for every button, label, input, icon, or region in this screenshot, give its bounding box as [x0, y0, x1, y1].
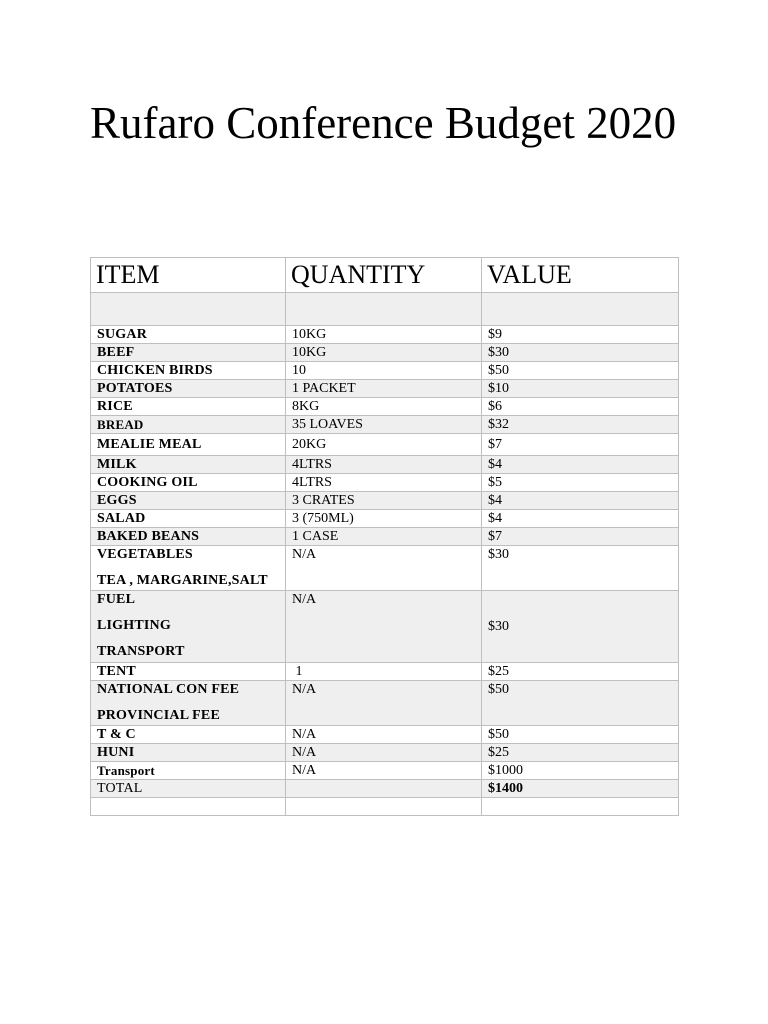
- value-cell: $30: [482, 546, 679, 591]
- table-row: [91, 528, 679, 546]
- item-cell: SUGAR: [91, 326, 286, 344]
- item-line: NATIONAL CON FEE: [97, 682, 240, 697]
- header-quantity: QUANTITY: [286, 258, 482, 293]
- quantity-cell: 10KG: [286, 326, 482, 344]
- quantity-cell: 10KG: [286, 344, 482, 362]
- table-row: [91, 681, 679, 726]
- header-item: ITEM: [91, 258, 286, 293]
- value-cell: $4: [482, 492, 679, 510]
- value-cell: $32: [482, 416, 679, 434]
- value-cell: $10: [482, 380, 679, 398]
- value-cell: $50: [482, 362, 679, 380]
- quantity-cell: 1 CASE: [286, 528, 482, 546]
- item-line: LIGHTING: [97, 618, 171, 633]
- table-row: [91, 591, 679, 663]
- table-row: [91, 456, 679, 474]
- table-row: [91, 326, 679, 344]
- quantity-cell: N/A: [286, 546, 482, 591]
- table-row: [91, 362, 679, 380]
- quantity-cell: 20KG: [286, 434, 482, 456]
- quantity-cell: N/A: [286, 744, 482, 762]
- item-cell: [91, 798, 286, 816]
- value-cell: $50: [482, 726, 679, 744]
- value-cell: $1000: [482, 762, 679, 780]
- item-cell: Transport: [91, 762, 286, 780]
- item-cell: COOKING OIL: [91, 474, 286, 492]
- item-cell: POTATOES: [91, 380, 286, 398]
- item-line: PROVINCIAL FEE: [97, 708, 220, 723]
- quantity-cell: 1: [286, 663, 482, 681]
- document-title: Rufaro Conference Budget 2020: [90, 98, 677, 148]
- quantity-cell: N/A: [286, 591, 482, 663]
- item-cell: MEALIE MEAL: [91, 434, 286, 456]
- value-cell: $25: [482, 744, 679, 762]
- item-cell: T & C: [91, 726, 286, 744]
- table-header-row: [91, 258, 679, 293]
- value-cell: $50: [482, 681, 679, 726]
- item-cell: RICE: [91, 398, 286, 416]
- item-cell: [91, 293, 286, 326]
- table-row: [91, 726, 679, 744]
- value-cell: $25: [482, 663, 679, 681]
- table-row: [91, 798, 679, 816]
- table-row: [91, 546, 679, 591]
- value-cell: $4: [482, 456, 679, 474]
- value-cell: [482, 591, 679, 663]
- item-cell: MILK: [91, 456, 286, 474]
- item-line: VEGETABLES: [97, 547, 193, 562]
- quantity-cell: N/A: [286, 762, 482, 780]
- item-line: TRANSPORT: [97, 644, 185, 659]
- total-label: TOTAL: [91, 780, 286, 798]
- value-cell: [482, 293, 679, 326]
- item-cell: CHICKEN BIRDS: [91, 362, 286, 380]
- item-cell: TENT: [91, 663, 286, 681]
- value-text: $30: [488, 619, 509, 634]
- table-row: [91, 762, 679, 780]
- quantity-cell: [286, 780, 482, 798]
- value-cell: $7: [482, 434, 679, 456]
- item-cell: [91, 681, 286, 726]
- value-cell: $30: [482, 344, 679, 362]
- table-row: [91, 380, 679, 398]
- quantity-cell: [286, 798, 482, 816]
- item-cell: [91, 546, 286, 591]
- table-row: [91, 398, 679, 416]
- table-row: [91, 663, 679, 681]
- table-row: [91, 416, 679, 434]
- table-row: [91, 293, 679, 326]
- quantity-cell: 3 (750ML): [286, 510, 482, 528]
- total-value: $1400: [482, 780, 679, 798]
- quantity-cell: 3 CRATES: [286, 492, 482, 510]
- table-row: [91, 492, 679, 510]
- quantity-cell: 10: [286, 362, 482, 380]
- table-row: [91, 510, 679, 528]
- value-cell: $5: [482, 474, 679, 492]
- quantity-cell: 35 LOAVES: [286, 416, 482, 434]
- total-row: [91, 780, 679, 798]
- item-line: FUEL: [97, 592, 136, 607]
- quantity-cell: 1 PACKET: [286, 380, 482, 398]
- table-row: [91, 474, 679, 492]
- quantity-cell: 4LTRS: [286, 474, 482, 492]
- budget-table: [90, 257, 679, 816]
- value-cell: $9: [482, 326, 679, 344]
- item-cell: BREAD: [91, 416, 286, 434]
- item-cell: BAKED BEANS: [91, 528, 286, 546]
- header-value: VALUE: [482, 258, 679, 293]
- item-cell: [91, 591, 286, 663]
- item-cell: BEEF: [91, 344, 286, 362]
- item-cell: SALAD: [91, 510, 286, 528]
- quantity-cell: [286, 293, 482, 326]
- quantity-cell: 8KG: [286, 398, 482, 416]
- quantity-cell: N/A: [286, 726, 482, 744]
- quantity-cell: 4LTRS: [286, 456, 482, 474]
- value-cell: [482, 798, 679, 816]
- table-row: [91, 344, 679, 362]
- item-line: TEA , MARGARINE,SALT: [97, 573, 268, 588]
- table-row: [91, 744, 679, 762]
- quantity-cell: N/A: [286, 681, 482, 726]
- value-cell: $6: [482, 398, 679, 416]
- value-cell: $4: [482, 510, 679, 528]
- value-cell: $7: [482, 528, 679, 546]
- table-row: [91, 434, 679, 456]
- item-cell: EGGS: [91, 492, 286, 510]
- item-cell: HUNI: [91, 744, 286, 762]
